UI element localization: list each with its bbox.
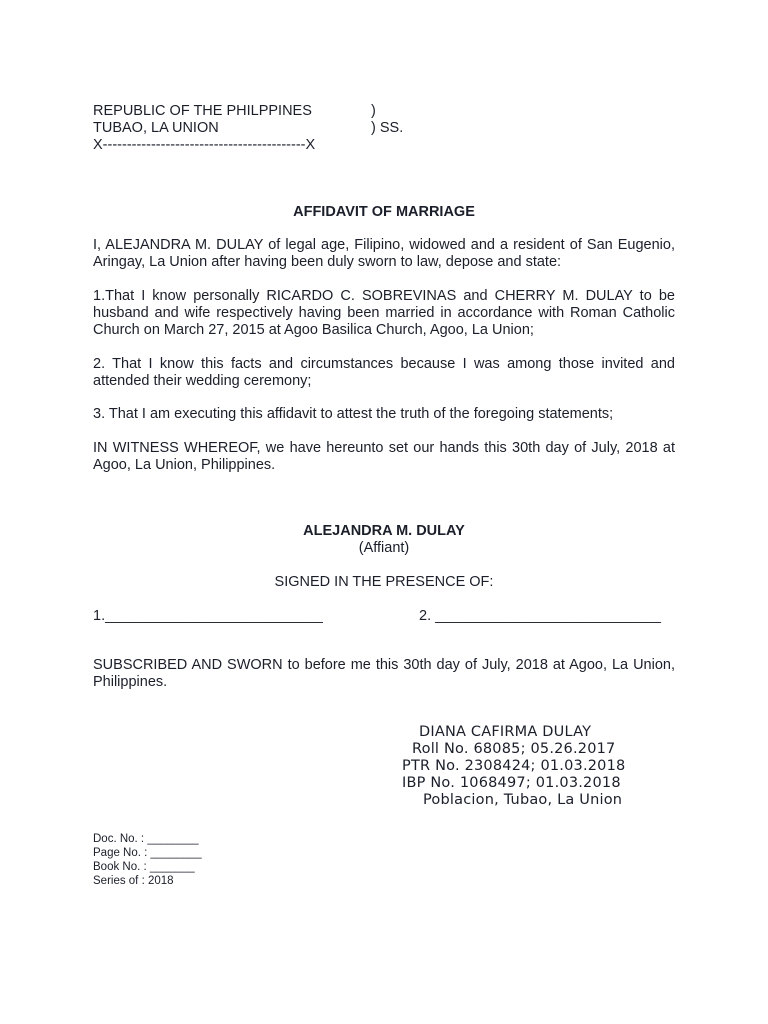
registry-book-no: Book No. : _______: [93, 861, 195, 873]
document-title: AFFIDAVIT OF MARRIAGE: [293, 204, 475, 220]
witness-signature-line-1: 1.___________________________: [93, 608, 323, 624]
registry-doc-no: Doc. No. : ________: [93, 833, 199, 845]
statement-1: 1.That I know personally RICARDO C. SOBREVINAS and CHERRY M. DULAY to be husband and wife respectively having been married in accordance with Roman Catholic Church on March 27, 2015 at Agoo Basilica Church, Agoo, La Union;: [93, 288, 675, 338]
notary-ibp: IBP No. 1068497; 01.03.2018: [402, 775, 621, 791]
caption-divider: X------------------------------------------X: [93, 137, 316, 153]
statement-3: 3. That I am executing this affidavit to attest the truth of the foregoing statements;: [93, 406, 614, 422]
caption-ss: ) SS.: [371, 120, 404, 136]
registry-page-no: Page No. : ________: [93, 847, 202, 859]
witness-signature-line-2: 2. ____________________________: [419, 608, 661, 624]
affiant-name: ALEJANDRA M. DULAY: [303, 523, 465, 539]
witness-clause: IN WITNESS WHEREOF, we have hereunto set our hands this 30th day of July, 2018 at Agoo, La Union, Philippines.: [93, 440, 675, 473]
affiant-role: (Affiant): [358, 540, 410, 556]
caption-paren: ): [371, 103, 376, 119]
notary-roll: Roll No. 68085; 05.26.2017: [412, 741, 616, 757]
intro-paragraph: I, ALEJANDRA M. DULAY of legal age, Filipino, widowed and a resident of San Eugenio, Aringay, La Union after having been duly sworn to law, depose and state:: [93, 237, 675, 270]
caption-venue: TUBAO, LA UNION: [93, 120, 219, 136]
jurat-paragraph: SUBSCRIBED AND SWORN to before me this 30th day of July, 2018 at Agoo, La Union, Philippines.: [93, 657, 675, 690]
notary-name: DIANA CAFIRMA DULAY: [419, 724, 592, 740]
notary-ptr: PTR No. 2308424; 01.03.2018: [402, 758, 626, 774]
notary-address: Poblacion, Tubao, La Union: [423, 792, 623, 808]
registry-series: Series of : 2018: [93, 875, 174, 887]
caption-republic: REPUBLIC OF THE PHILPPINES: [93, 103, 312, 119]
statement-2: 2. That I know this facts and circumstances because I was among those invited and attended their wedding ceremony;: [93, 356, 675, 389]
presence-heading: SIGNED IN THE PRESENCE OF:: [274, 574, 494, 590]
